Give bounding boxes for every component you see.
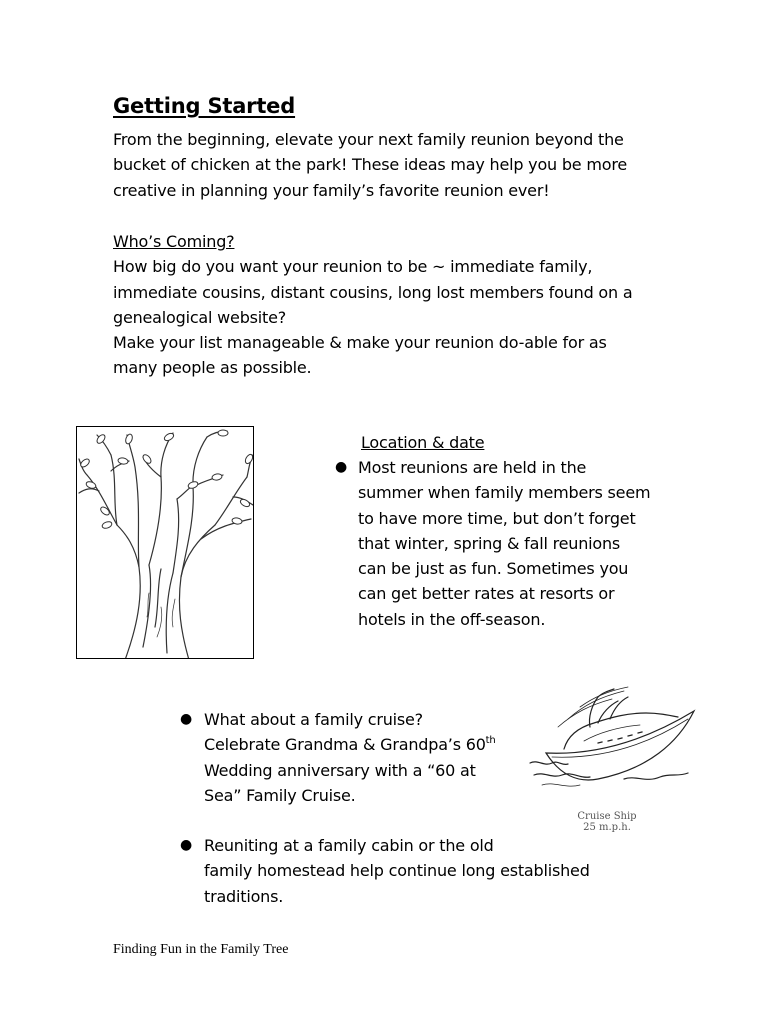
location-line: Most reunions are held in the: [358, 458, 587, 477]
tree-icon: [77, 427, 254, 659]
location-line: summer when family members seem: [358, 483, 651, 503]
cruise-line: Sea” Family Cruise.: [204, 785, 356, 805]
ordinal-suffix: th: [485, 735, 496, 747]
intro-paragraph: [113, 127, 627, 203]
ship-caption-line: 25 m.p.h.: [583, 822, 631, 833]
cabin-line: traditions.: [204, 886, 284, 906]
whos-coming-heading: Who’s Coming?: [113, 232, 235, 251]
whos-coming-line: genealogical website?: [113, 307, 287, 327]
cruise-line: Wedding anniversary with a “60 at: [204, 760, 476, 780]
tree-illustration: [76, 426, 254, 659]
location-line: hotels in the off-season.: [358, 609, 546, 629]
location-bullet-text: [358, 455, 650, 632]
cruise-line: [204, 732, 496, 757]
bullet-dot-icon: ●: [335, 459, 348, 475]
ship-caption-line: Cruise Ship: [577, 811, 637, 822]
whos-coming-section: [113, 229, 632, 381]
cabin-bullet-text: [204, 833, 590, 909]
ship-caption: [577, 811, 637, 833]
cruise-ship-icon: [528, 683, 698, 793]
location-line: can be just as fun. Sometimes you: [358, 559, 629, 579]
intro-line: creative in planning your family’s favorite reunion ever!: [113, 180, 550, 200]
location-heading: Location & date: [361, 433, 485, 452]
whos-coming-line: many people as possible.: [113, 358, 312, 378]
intro-line: From the beginning, elevate your next family reunion beyond the: [113, 130, 624, 149]
intro-line: bucket of chicken at the park! These ideas may help you be more: [113, 155, 627, 175]
whos-coming-line: immediate cousins, distant cousins, long lost members found on a: [113, 282, 633, 302]
bullet-dot-icon: ●: [180, 837, 193, 853]
location-line: that winter, spring & fall reunions: [358, 533, 621, 553]
location-line: can get better rates at resorts or: [358, 584, 615, 604]
location-line: to have more time, but don’t forget: [358, 508, 636, 528]
cruise-line: What about a family cruise?: [204, 710, 423, 729]
whos-coming-line: Make your list manageable & make your reunion do-able for as: [113, 333, 607, 353]
cabin-line: family homestead help continue long established: [204, 861, 590, 881]
page-footer: Finding Fun in the Family Tree: [113, 942, 289, 957]
cruise-bullet-text: [204, 707, 496, 808]
page-title: Getting Started: [113, 94, 296, 118]
whos-coming-line: How big do you want your reunion to be ~ immediate family,: [113, 257, 593, 277]
cabin-line: Reuniting at a family cabin or the old: [204, 836, 494, 855]
bullet-dot-icon: ●: [180, 711, 193, 727]
cruise-line-text: Celebrate Grandma & Grandpa’s 60: [204, 735, 486, 755]
